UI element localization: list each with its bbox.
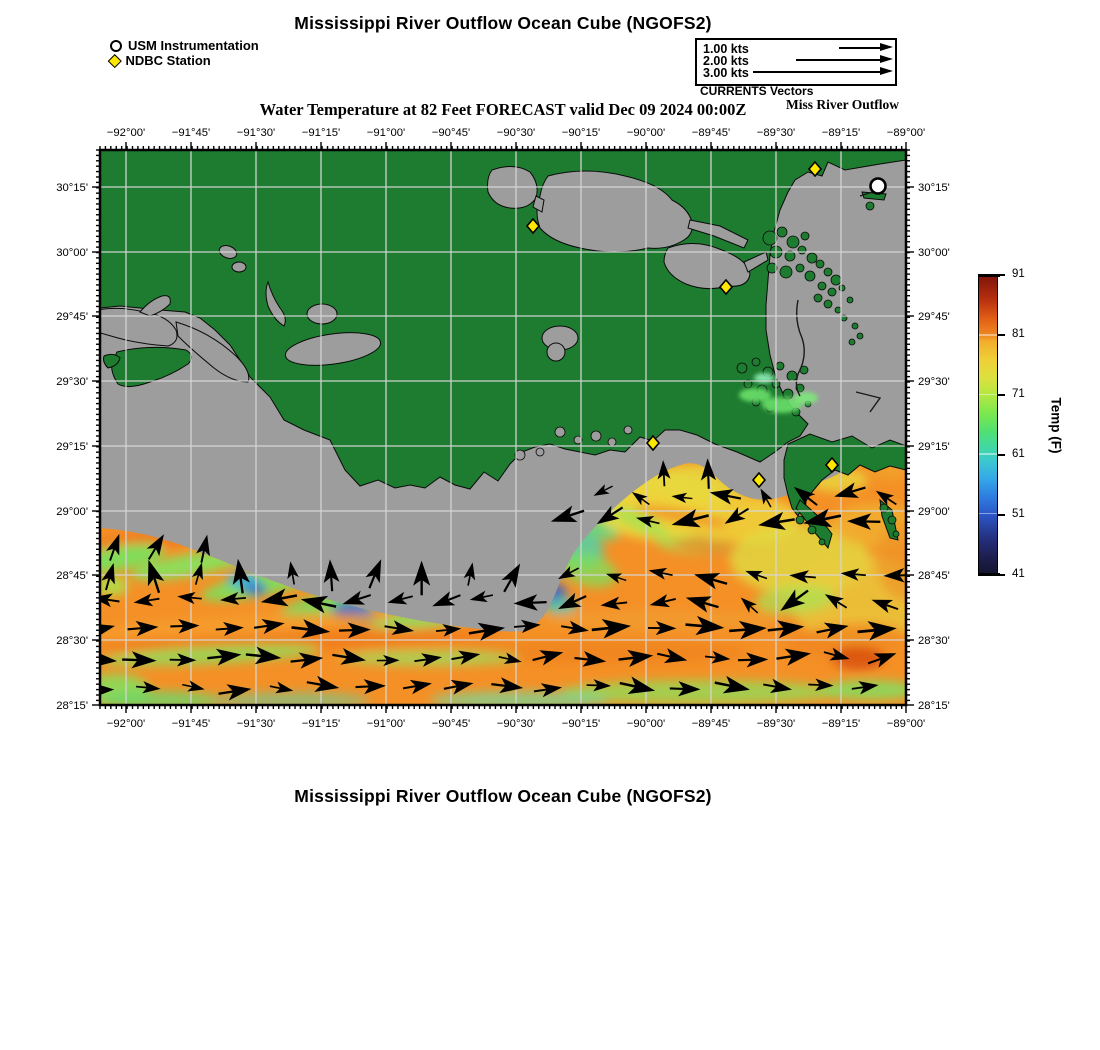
marsh-islet	[776, 362, 784, 370]
marsh-islet	[807, 253, 817, 263]
colorbar-endcap	[978, 573, 1000, 576]
lat-axis-label: 29°15'	[56, 441, 88, 453]
marsh-islet	[893, 531, 899, 537]
marsh-islet	[847, 297, 853, 303]
lon-axis-label: −91°15'	[301, 718, 341, 730]
lon-axis-label: −89°45'	[691, 718, 731, 730]
region-label: Miss River Outflow	[786, 97, 899, 112]
lat-axis-label: 28°30'	[918, 635, 950, 647]
marsh-islet	[819, 539, 825, 545]
marsh-islet	[796, 516, 804, 524]
marsh-islet	[888, 516, 896, 524]
marsh-islet	[805, 271, 815, 281]
page-title-bottom: Mississippi River Outflow Ocean Cube (NGOFS2)	[294, 786, 712, 806]
lon-axis-label: −90°30'	[496, 718, 536, 730]
currents-vector-caption: CURRENTS Vectors	[700, 84, 814, 98]
colorbar	[978, 275, 998, 575]
marsh-islet	[808, 526, 816, 534]
lat-axis-label: 30°15'	[56, 182, 88, 194]
lat-axis-label: 30°00'	[56, 247, 88, 259]
marsh-islet	[737, 363, 747, 373]
marsh-islet	[780, 266, 792, 278]
lon-axis-label: −91°45'	[171, 718, 211, 730]
lon-axis-label: −89°00'	[886, 127, 926, 139]
lon-axis-label: −91°45'	[171, 127, 211, 139]
lon-axis-label: −92°00'	[106, 127, 146, 139]
vector-key-row-1: 1.00 kts	[703, 42, 749, 56]
marsh-islet	[814, 294, 822, 302]
marsh-islet	[801, 232, 809, 240]
vector-key-row-2: 2.00 kts	[703, 54, 749, 68]
marsh-islet	[852, 323, 858, 329]
marsh-islet	[787, 371, 797, 381]
colorbar-tick-label: 91	[1012, 268, 1025, 280]
marsh-pond	[555, 427, 565, 437]
lat-axis-label: 30°00'	[918, 247, 950, 259]
lon-axis-label: −92°00'	[106, 718, 146, 730]
lon-axis-label: −90°15'	[561, 718, 601, 730]
lon-axis-label: −89°30'	[756, 718, 796, 730]
marsh-islet	[787, 236, 799, 248]
temp-blob	[243, 583, 267, 595]
vector-key-row-3: 3.00 kts	[703, 66, 749, 80]
lon-axis-label: −91°00'	[366, 718, 406, 730]
marsh-islet	[824, 300, 832, 308]
colorbar-gridline	[979, 334, 997, 335]
marsh-islet	[798, 246, 806, 254]
lon-axis-label: −91°00'	[366, 127, 406, 139]
colorbar-gridline	[979, 394, 997, 395]
marsh-islet	[818, 282, 826, 290]
legend-label: NDBC Station	[125, 53, 211, 68]
lat-axis-label: 28°15'	[56, 700, 88, 712]
marsh-islet	[866, 202, 874, 210]
lat-axis-label: 28°45'	[918, 570, 950, 582]
map-layers	[74, 150, 936, 709]
marsh-islet	[796, 264, 804, 272]
colorbar-title: Temp (F)	[1048, 397, 1064, 454]
lat-axis-label: 29°30'	[56, 376, 88, 388]
colorbar-tick-label: 71	[1012, 388, 1025, 400]
lon-axis-label: −90°45'	[431, 127, 471, 139]
lake	[307, 304, 337, 324]
lon-axis-label: −89°30'	[756, 127, 796, 139]
marsh-islet	[777, 227, 787, 237]
marsh-pond	[624, 426, 632, 434]
lon-axis-label: −91°30'	[236, 718, 276, 730]
lon-axis-label: −89°15'	[821, 718, 861, 730]
colorbar-tick	[998, 274, 1005, 276]
lon-axis-label: −91°15'	[301, 127, 341, 139]
marsh-islet	[831, 275, 841, 285]
lon-axis-label: −89°45'	[691, 127, 731, 139]
lon-axis-label: −90°15'	[561, 127, 601, 139]
marsh-islet	[835, 307, 841, 313]
colorbar-tick	[998, 394, 1005, 396]
lon-axis-label: −90°00'	[626, 718, 666, 730]
marsh-islet	[857, 333, 863, 339]
lon-axis-label: −90°45'	[431, 718, 471, 730]
marsh-pond	[536, 448, 544, 456]
colorbar-tick	[998, 514, 1005, 516]
lon-axis-label: −91°30'	[236, 127, 276, 139]
lat-axis-label: 29°45'	[56, 311, 88, 323]
lat-axis-label: 29°30'	[918, 376, 950, 388]
colorbar-gridline	[979, 513, 997, 514]
lon-axis-label: −90°00'	[626, 127, 666, 139]
temp-patch	[794, 392, 818, 404]
lake	[232, 262, 246, 272]
page-title-top: Mississippi River Outflow Ocean Cube (NGOFS2)	[294, 13, 712, 33]
lat-axis-label: 30°15'	[918, 182, 950, 194]
colorbar-endcap	[978, 274, 1000, 277]
temp-patch	[739, 388, 771, 402]
lon-axis-label: −89°15'	[821, 127, 861, 139]
lat-axis-label: 28°30'	[56, 635, 88, 647]
lon-axis-label: −89°00'	[886, 718, 926, 730]
colorbar-gridline	[979, 453, 997, 454]
marsh-islet	[828, 288, 836, 296]
colorbar-tick	[998, 574, 1005, 576]
legend-label: USM Instrumentation	[128, 38, 259, 53]
marsh-islet	[816, 260, 824, 268]
marsh-pond	[608, 438, 616, 446]
lake	[547, 343, 565, 361]
lat-axis-label: 29°15'	[918, 441, 950, 453]
usm-station-marker	[871, 179, 886, 194]
colorbar-tick-label: 51	[1012, 508, 1025, 520]
lat-axis-label: 29°00'	[56, 506, 88, 518]
colorbar-tick-label: 41	[1012, 568, 1025, 580]
lon-axis-label: −90°30'	[496, 127, 536, 139]
marsh-islet	[839, 285, 845, 291]
colorbar-tick-label: 81	[1012, 328, 1025, 340]
forecast-subtitle: Water Temperature at 82 Feet FORECAST valid Dec 09 2024 00:00Z	[259, 100, 747, 119]
lat-axis-label: 29°00'	[918, 506, 950, 518]
lat-axis-label: 28°45'	[56, 570, 88, 582]
colorbar-tick-label: 61	[1012, 448, 1025, 460]
lat-axis-label: 28°15'	[918, 700, 950, 712]
marsh-islet	[824, 268, 832, 276]
colorbar-tick	[998, 454, 1005, 456]
lat-axis-label: 29°45'	[918, 311, 950, 323]
marsh-pond	[591, 431, 601, 441]
marsh-islet	[752, 358, 760, 366]
marsh-islet	[849, 339, 855, 345]
marsh-islet	[763, 231, 777, 245]
colorbar-tick	[998, 334, 1005, 336]
